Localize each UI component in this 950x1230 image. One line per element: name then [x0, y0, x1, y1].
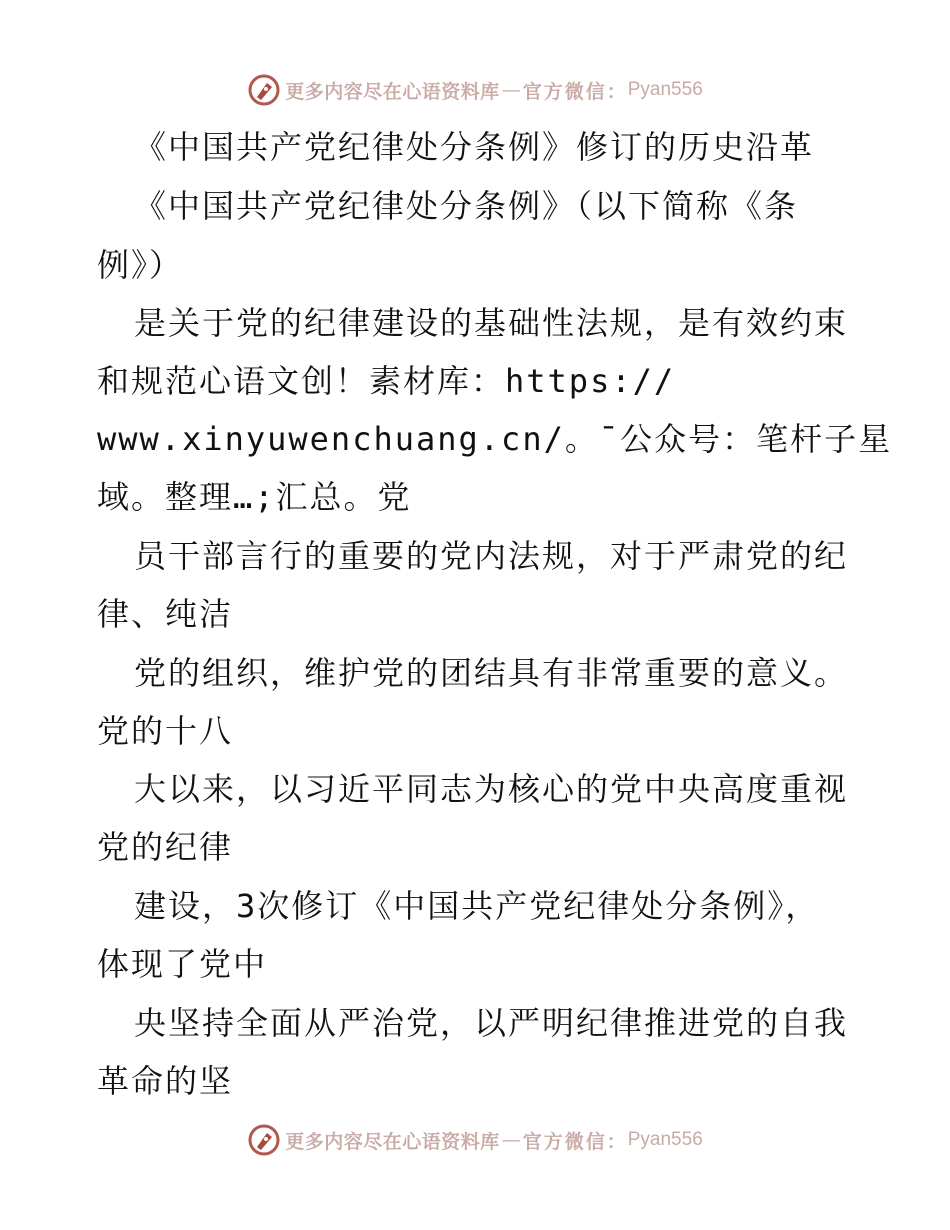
pen-nib-logo-icon — [247, 1123, 281, 1157]
text-line: 和规范心语文创！素材库：https:// — [97, 362, 676, 400]
text-line: 革命的坚 — [97, 1062, 234, 1100]
text-line: 律、纯洁 — [97, 595, 234, 633]
banner-separator: — — [501, 1129, 521, 1151]
banner-wechat-label: 官方微信： — [522, 1130, 628, 1153]
document-title: 《中国共产党纪律处分条例》修订的历史沿革 — [134, 128, 815, 166]
text-line: 党的纪律 — [97, 828, 234, 866]
banner-main-text: 更多内容尽在心语资料库 — [285, 80, 500, 103]
text-line: 是关于党的纪律建设的基础性法规，是有效约束 — [134, 304, 849, 342]
text-line: 域。整理…;汇总。党 — [97, 478, 412, 516]
text-line: 大以来，以习近平同志为核心的党中央高度重视 — [134, 770, 849, 808]
text-line: 体现了党中 — [97, 945, 268, 983]
banner-wechat-label: 官方微信： — [522, 80, 628, 103]
text-line: 建设，3次修订《中国共产党纪律处分条例》， — [134, 887, 820, 925]
pen-nib-logo-icon — [247, 73, 281, 107]
text-line: 例》） — [97, 246, 184, 284]
banner-separator: — — [501, 79, 521, 101]
banner-main-text: 更多内容尽在心语资料库 — [285, 1130, 500, 1153]
text-line: 党的组织，维护党的团结具有非常重要的意义。 — [134, 654, 849, 692]
footer-watermark — [0, 1122, 950, 1158]
text-line: 央坚持全面从严治党，以严明纪律推进党的自我 — [134, 1004, 849, 1042]
text-line: 党的十八 — [97, 712, 234, 750]
text-line: 《中国共产党纪律处分条例》（以下简称《条 — [134, 187, 799, 225]
header-watermark — [0, 72, 950, 108]
text-line: www.xinyuwenchuang.cn/。¯公众号：笔杆子星 — [97, 420, 893, 458]
banner-wechat-id: Pyan556 — [627, 79, 703, 100]
text-line: 员干部言行的重要的党内法规，对于严肃党的纪 — [134, 537, 849, 575]
banner-wechat-id: Pyan556 — [627, 1129, 703, 1150]
